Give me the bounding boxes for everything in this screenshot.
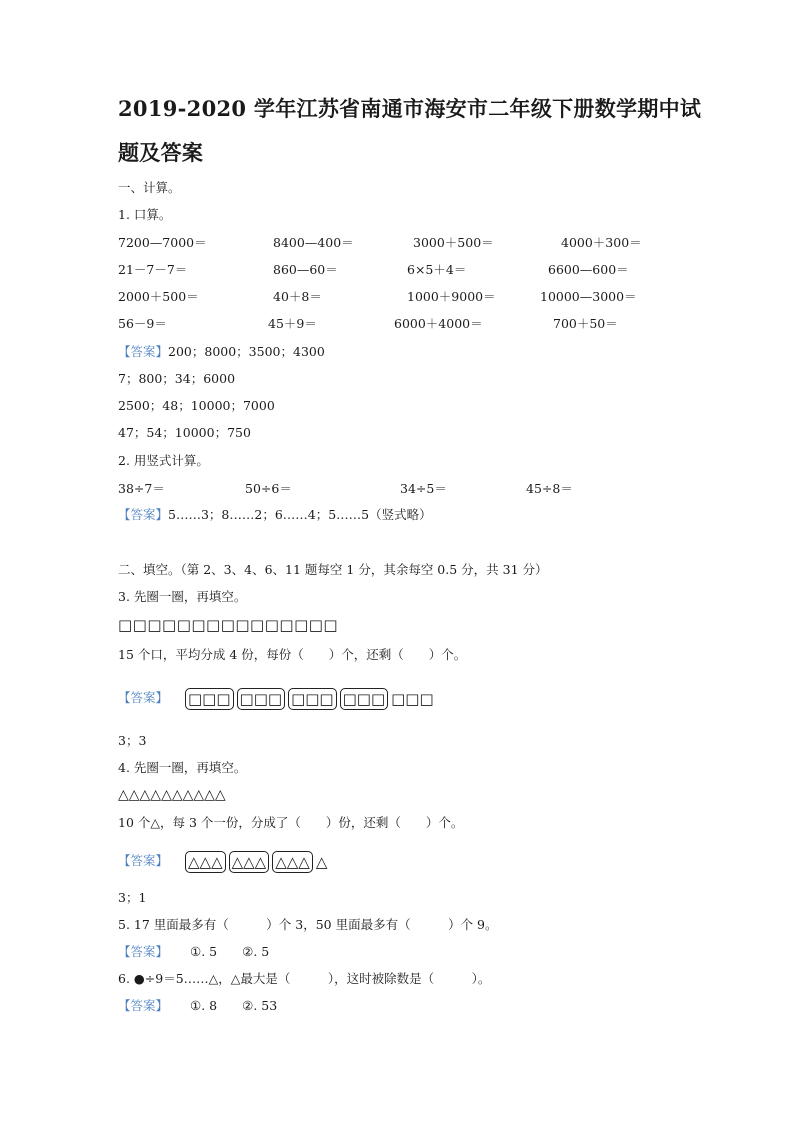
- q3-circled-groups: [185, 688, 434, 710]
- q6-answer: ①. 8 ②. 53: [190, 998, 278, 1013]
- q3-answer: 3；3: [118, 733, 147, 748]
- q2-answer: 5……3；8……2；6……4；5……5（竖式略）: [168, 507, 432, 522]
- circled-group: △△△: [272, 851, 313, 873]
- q5-question: 5. 17 里面最多有（ ）个 3，50 里面最多有（ ）个 9。: [118, 917, 498, 932]
- q1-answer-line: [118, 344, 325, 360]
- q3-answer-tag: [118, 690, 168, 706]
- remainder-shapes: □□□: [391, 690, 434, 708]
- q3-question: 15 个口，平均分成 4 份，每份（ ）个，还剩（ ）个。: [118, 647, 467, 662]
- q1-answer-2: 7；800；34；6000: [118, 371, 236, 386]
- q4-question: 10 个△，每 3 个一份，分成了（ ）份，还剩（ ）个。: [118, 815, 464, 830]
- q3-squares: □□□□□□□□□□□□□□□: [118, 616, 339, 634]
- q2-item: 45÷8＝: [526, 481, 573, 496]
- q1-item: 1000＋9000＝: [407, 289, 496, 304]
- circled-group: □□□: [185, 688, 234, 710]
- circled-group: □□□: [237, 688, 286, 710]
- q6-answer-line: [118, 998, 277, 1014]
- q1-item: 6600—600＝: [548, 262, 629, 277]
- circled-group: □□□: [340, 688, 389, 710]
- q1-answer-4: 47；54；10000；750: [118, 425, 251, 440]
- q5-answer: ①. 5 ②. 5: [190, 944, 270, 959]
- document-title-line2: 题及答案: [118, 140, 204, 165]
- q2-answer-line: [118, 507, 432, 523]
- q4-circled-groups: [185, 851, 327, 873]
- q4-answer-tag: [118, 853, 168, 869]
- q1-item: 10000—3000＝: [540, 289, 637, 304]
- q4-label: 4. 先圈一圈，再填空。: [118, 760, 247, 775]
- circled-group: □□□: [288, 688, 337, 710]
- q1-item: 700＋50＝: [553, 316, 618, 331]
- answer-tag: 【答案】: [118, 507, 169, 522]
- section1-heading: 一、计算。: [118, 180, 181, 195]
- q4-answer: 3；1: [118, 890, 147, 905]
- circled-group: △△△: [229, 851, 270, 873]
- q1-item: 45＋9＝: [268, 316, 317, 331]
- answer-tag: 【答案】: [118, 944, 169, 959]
- q1-item: 860—60＝: [273, 262, 338, 277]
- q1-item: 4000＋300＝: [561, 235, 642, 250]
- document-title-line1: 2019-2020 学年江苏省南通市海安市二年级下册数学期中试: [118, 96, 702, 121]
- section2-heading: 二、填空。（第 2、3、4、6、11 题每空 1 分，其余每空 0.5 分，共 31 分）: [118, 562, 548, 577]
- q1-item: 6000＋4000＝: [394, 316, 483, 331]
- q5-answer-line: [118, 944, 269, 960]
- q2-item: 34÷5＝: [400, 481, 447, 496]
- q1-answer-3: 2500；48；10000；7000: [118, 398, 275, 413]
- q1-item: 3000＋500＝: [413, 235, 494, 250]
- q6-question: 6. ●÷9＝5……△，△最大是（ ），这时被除数是（ ）。: [118, 971, 491, 986]
- q1-item: 7200—7000＝: [118, 235, 207, 250]
- answer-tag: 【答案】: [118, 853, 169, 868]
- circled-group: △△△: [185, 851, 226, 873]
- q3-label: 3. 先圈一圈，再填空。: [118, 589, 247, 604]
- q1-item: 8400—400＝: [273, 235, 354, 250]
- q1-item: 56－9＝: [118, 316, 167, 331]
- q2-item: 50÷6＝: [245, 481, 292, 496]
- answer-tag: 【答案】: [118, 998, 169, 1013]
- q1-item: 21－7－7＝: [118, 262, 188, 277]
- q1-label: 1. 口算。: [118, 207, 172, 222]
- q4-triangles: △△△△△△△△△△: [118, 787, 226, 803]
- q1-answer-1: 200；8000；3500；4300: [168, 344, 325, 359]
- answer-tag: 【答案】: [118, 690, 169, 705]
- q2-label: 2. 用竖式计算。: [118, 453, 209, 468]
- q1-item: 2000＋500＝: [118, 289, 199, 304]
- q1-item: 6×5＋4＝: [407, 262, 467, 277]
- q1-item: 40＋8＝: [273, 289, 322, 304]
- remainder-shapes: △: [315, 853, 328, 871]
- q2-item: 38÷7＝: [118, 481, 165, 496]
- answer-tag: 【答案】: [118, 344, 169, 359]
